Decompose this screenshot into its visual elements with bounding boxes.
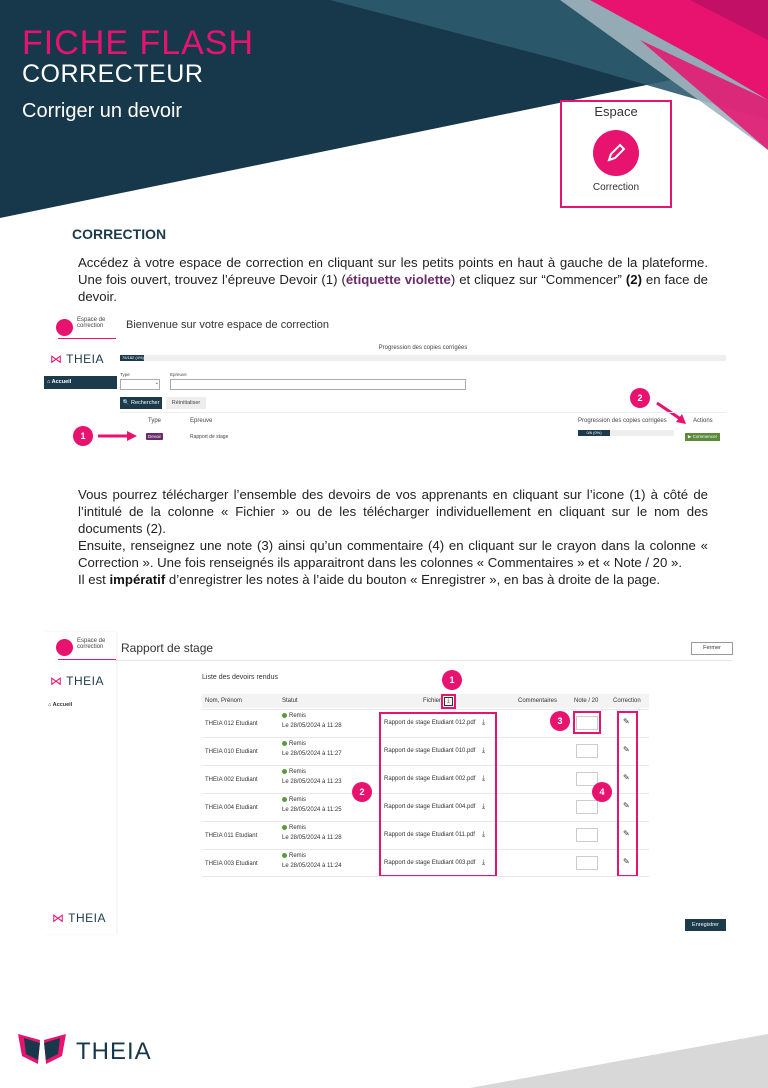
marker-1: 1 xyxy=(73,426,93,446)
download-all-icon[interactable]: ⤓ xyxy=(444,697,453,706)
start-button[interactable]: ▶ Commencer xyxy=(685,433,720,441)
highlight-1 xyxy=(441,694,456,709)
status: Remis xyxy=(282,769,306,775)
marker-2: 2 xyxy=(630,388,650,408)
highlight-4 xyxy=(617,711,638,877)
pen-icon xyxy=(593,130,639,176)
file-link[interactable]: Rapport de stage Etudiant 002.pdf xyxy=(384,776,476,782)
status: Remis xyxy=(282,825,306,831)
filter-type-label: Type xyxy=(120,372,130,377)
marker-1: 1 xyxy=(442,670,462,690)
submit-date: Le 28/05/2024 à 11:27 xyxy=(282,751,342,757)
marker-3: 3 xyxy=(550,711,570,731)
col-actions: Actions xyxy=(693,418,713,424)
theia-footer-logo: THEIA xyxy=(16,1030,68,1073)
submit-date: Le 28/05/2024 à 11:23 xyxy=(282,779,342,785)
submit-date: Le 28/05/2024 à 11:25 xyxy=(282,807,342,813)
pen-icon xyxy=(56,319,73,336)
download-icon[interactable]: ⤓ xyxy=(482,775,486,782)
file-link[interactable]: Rapport de stage Etudiant 011.pdf xyxy=(384,832,475,838)
screenshot-espace-correction xyxy=(44,312,726,450)
status: Remis xyxy=(282,713,306,719)
status: Remis xyxy=(282,853,306,859)
col-status: Statut xyxy=(282,698,298,704)
instructions-paragraph: Vous pourrez télécharger l’ensemble des devoirs de vos apprenants en cliquant sur l’icone (1) à côté de l’intitulé de la colonne « Fichier » ou de les télécharger individuellement en cliquant sur le nom des documents (2). Ensuite, renseignez une note (3) ainsi qu’un commentaire (4) en cliquant sur le crayon dans la colonne « Correction ». Une fois renseignés ils apparaitront dans les colonnes « Commentaires » et « Note / 20 ». Il est impératif d’enregistrer les notes à l’aide du bouton « Enregistrer », en bas à droite de la page. xyxy=(78,487,708,587)
download-icon[interactable]: ⤓ xyxy=(482,803,486,810)
espace-label: Espace xyxy=(594,104,638,119)
page-title: Rapport de stage xyxy=(121,641,214,655)
note-input[interactable] xyxy=(576,828,598,842)
student-name: THEIA 011 Etudiant xyxy=(205,833,258,839)
devoir-tag: Devoir xyxy=(147,434,161,439)
progress-title: Progression des copies corrigées xyxy=(378,345,468,351)
edit-icon[interactable]: ✎ xyxy=(623,857,630,866)
col-file: Fichier xyxy=(423,698,442,704)
download-icon[interactable]: ⤓ xyxy=(482,719,486,726)
col-note: Note / 20 xyxy=(574,698,599,704)
col-correction: Correction xyxy=(613,698,641,704)
status: Remis xyxy=(282,797,306,803)
student-name: THEIA 010 Etudiant xyxy=(205,749,258,755)
edit-icon[interactable]: ✎ xyxy=(623,717,630,726)
edit-icon[interactable]: ✎ xyxy=(623,773,630,782)
download-icon[interactable]: ⤓ xyxy=(482,859,486,866)
status: Remis xyxy=(282,741,306,747)
nav-accueil[interactable]: ⌂ Accueil xyxy=(44,376,117,389)
marker-4: 4 xyxy=(592,782,612,802)
col-type: Type xyxy=(148,418,162,424)
download-icon[interactable]: ⤓ xyxy=(482,831,486,838)
save-button[interactable]: Enregistrer xyxy=(685,919,726,931)
section-title: CORRECTION xyxy=(72,226,167,242)
file-link[interactable]: Rapport de stage Etudiant 004.pdf xyxy=(384,804,476,810)
close-button[interactable]: Fermer xyxy=(691,642,733,655)
edit-icon[interactable]: ✎ xyxy=(623,801,630,810)
col-epreuve: Epreuve xyxy=(190,418,213,424)
student-name: THEIA 002 Etudiant xyxy=(205,777,258,783)
edit-icon[interactable]: ✎ xyxy=(623,745,630,754)
sidebar-label: Espace de correction xyxy=(77,638,106,650)
sidebar-2 xyxy=(44,632,116,934)
doc-title: FICHE FLASH xyxy=(22,24,255,62)
espace-correction-box xyxy=(560,100,672,208)
doc-role: CORRECTEUR xyxy=(22,60,204,88)
file-link[interactable]: Rapport de stage Etudiant 003.pdf xyxy=(384,860,476,866)
student-name: THEIA 004 Etudiant xyxy=(205,805,258,811)
sidebar-label: Espace de correction xyxy=(77,317,106,329)
file-link[interactable]: Rapport de stage Etudiant 010.pdf xyxy=(384,748,476,754)
submit-date: Le 28/05/2024 à 11:28 xyxy=(282,723,342,729)
butterfly-icon xyxy=(16,1030,68,1068)
col-comments: Commentaires xyxy=(518,698,558,704)
status-dot-icon xyxy=(282,741,287,746)
highlight-2 xyxy=(379,712,497,877)
doc-subtitle: Corriger un devoir xyxy=(22,100,183,122)
theia-logo: ⋈ THEIA xyxy=(50,352,104,366)
epreuve-input[interactable] xyxy=(170,379,466,390)
status-dot-icon xyxy=(282,853,287,858)
col-progress: Progression des copies corrigées xyxy=(578,418,667,424)
student-name: THEIA 012 Etudiant xyxy=(205,721,258,727)
pen-icon xyxy=(56,639,73,656)
edit-icon[interactable]: ✎ xyxy=(623,829,630,838)
nav-accueil[interactable]: ⌂ Accueil xyxy=(48,702,73,708)
row-progress: 0/6 (0%) xyxy=(578,430,610,436)
filter-epreuve-label: Epreuve xyxy=(170,372,187,377)
status-dot-icon xyxy=(282,825,287,830)
page-title: Bienvenue sur votre espace de correction xyxy=(126,319,330,331)
highlight-3 xyxy=(573,711,601,734)
progress-badge: 75/182 (4%) xyxy=(122,355,144,360)
correction-label: Correction xyxy=(592,182,640,193)
marker-2: 2 xyxy=(352,782,372,802)
intro-paragraph: Accédez à votre espace de correction en cliquant sur les petits points en haut à gauche de la plateforme. Une fois ouvert, trouvez l’épreuve Devoir (1) (étiquette violette) et cliquez sur “Commencer” (2) en face de devoir. xyxy=(78,255,708,304)
row-epreuve: Rapport de stage xyxy=(190,434,229,440)
note-input[interactable] xyxy=(576,800,598,814)
download-icon[interactable]: ⤓ xyxy=(482,747,486,754)
type-select[interactable]: ⌄ xyxy=(120,379,160,390)
file-link[interactable]: Rapport de stage Etudiant 012.pdf xyxy=(384,720,476,726)
reset-button[interactable]: Réinitialiser xyxy=(166,397,206,409)
submit-date: Le 28/05/2024 à 11:24 xyxy=(282,863,342,869)
col-name: Nom, Prénom xyxy=(205,698,243,704)
theia-logo-footer: ⋈ THEIA xyxy=(52,911,106,925)
theia-logo: ⋈ THEIA xyxy=(50,674,104,688)
note-input[interactable] xyxy=(576,744,598,758)
note-input[interactable] xyxy=(576,856,598,870)
list-title: Liste des devoirs rendus xyxy=(202,674,278,681)
search-button[interactable]: 🔍 Rechercher xyxy=(120,397,162,409)
student-name: THEIA 003 Etudiant xyxy=(205,861,258,867)
status-dot-icon xyxy=(282,769,287,774)
status-dot-icon xyxy=(282,713,287,718)
arrow-icon xyxy=(97,430,139,442)
submit-date: Le 28/05/2024 à 11:28 xyxy=(282,835,342,841)
status-dot-icon xyxy=(282,797,287,802)
